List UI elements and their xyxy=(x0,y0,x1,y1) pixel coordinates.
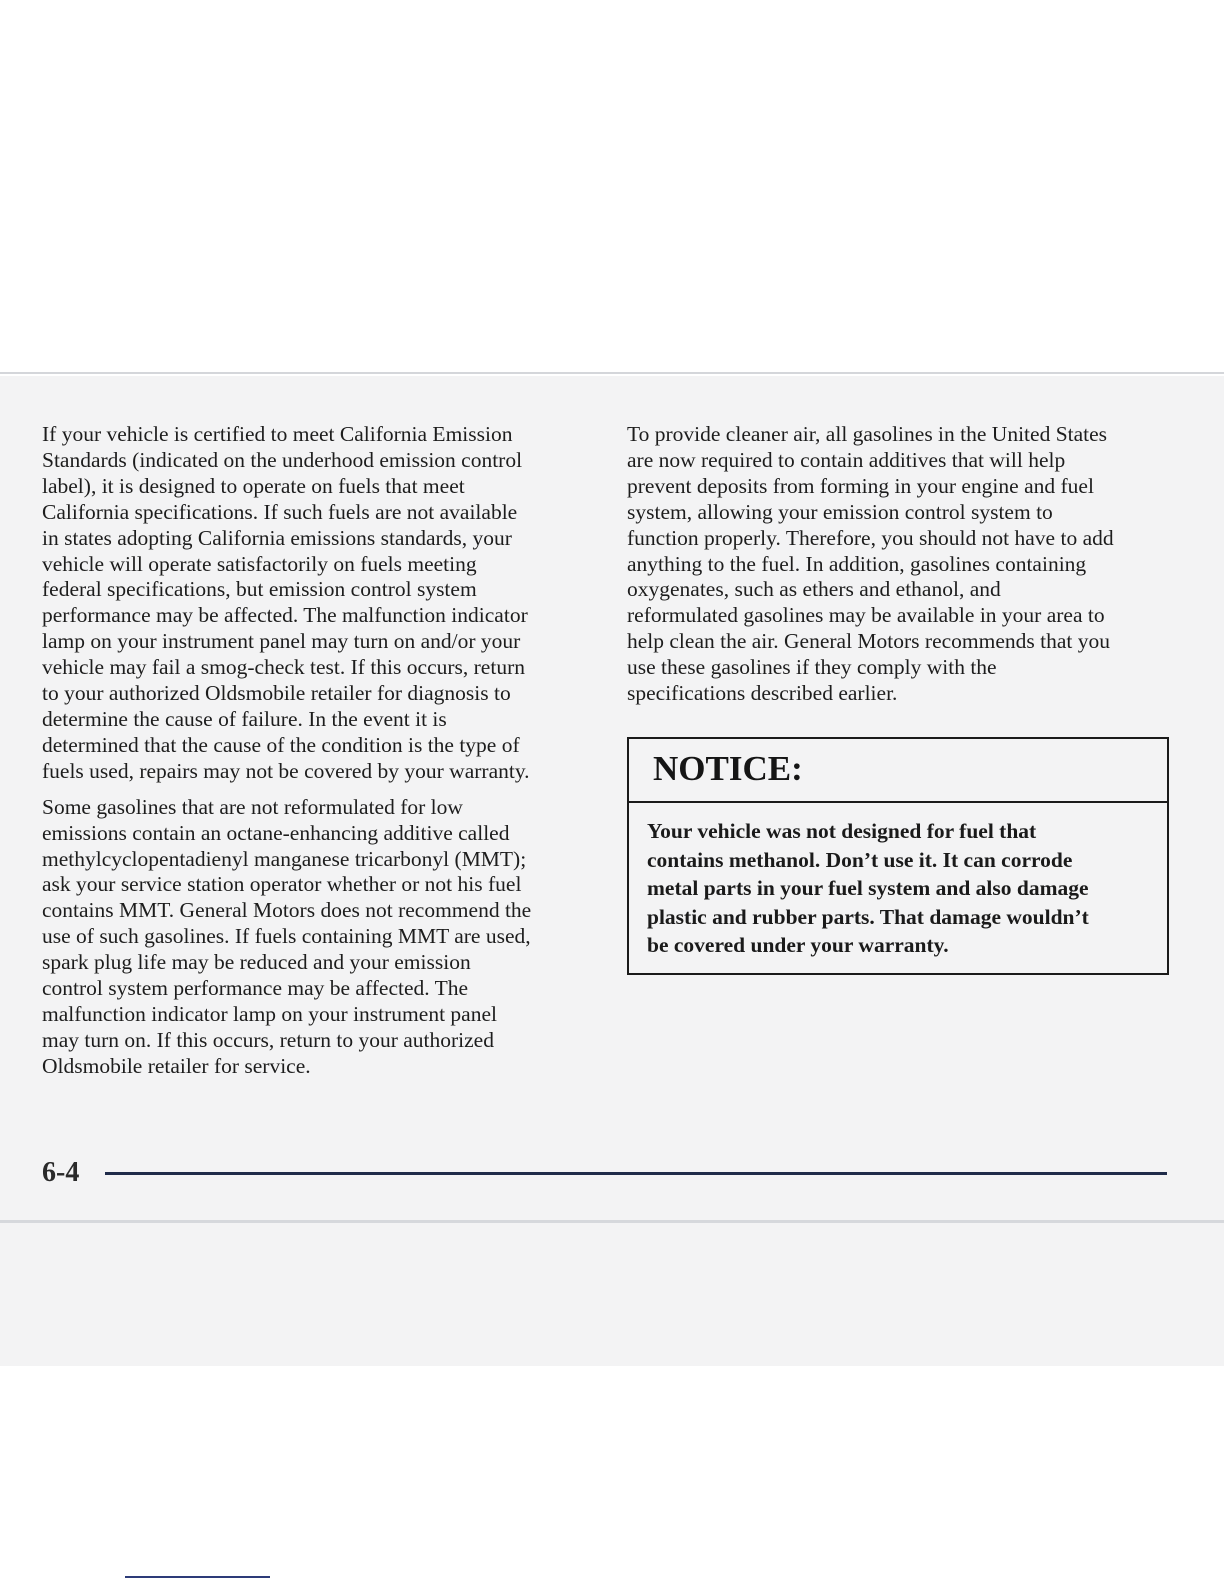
band-bottom-rule xyxy=(0,1220,1224,1223)
notice-title: NOTICE: xyxy=(629,739,1167,803)
band-top-rule xyxy=(0,372,1224,374)
california-emission-paragraph: If your vehicle is certified to meet California Emission Standards (indicated on the underhood emission control label), it is designed to operate on fuels that meet California specifications. If such fuels are not available in states adopting California emissions standards, your vehicle will operate satisfactorily on fuels meeting federal specifications, but emission control system performance may be affected. The malfunction indicator lamp on your instrument panel may turn on and/or your vehicle may fail a smog-check test. If this occurs, return to your authorized Oldsmobile retailer for diagnosis to determine the cause of failure. In the event it is determined that the cause of the condition is the type of fuels used, repairs may not be covered by your warranty. xyxy=(42,422,530,783)
left-column xyxy=(42,422,602,1090)
right-column xyxy=(627,422,1187,717)
footer-rule xyxy=(105,1172,1167,1175)
notice-box xyxy=(627,737,1169,975)
notice-body: Your vehicle was not designed for fuel that contains methanol. Don’t use it. It can corrode metal parts in your fuel system and also damage plastic and rubber parts. That damage wouldn’t be covered under your warranty. xyxy=(647,819,1089,957)
stray-underline xyxy=(125,1576,270,1578)
page-number: 6-4 xyxy=(42,1157,80,1188)
mmt-additive-paragraph: Some gasolines that are not reformulated for low emissions contain an octane-enhancing additive called methylcyclopentadienyl manganese tricarbonyl (MMT); ask your service station operator whether or not his fuel contains MMT. General Motors does not recommend the use of such gasolines. If fuels containing MMT are used, spark plug life may be reduced and your emission control system performance may be affected. The malfunction indicator lamp on your instrument panel may turn on. If this occurs, return to your authorized Oldsmobile retailer for service. xyxy=(42,794,532,1078)
cleaner-air-paragraph: To provide cleaner air, all gasolines in the United States are now required to contain additives that will help prevent deposits from forming in your engine and fuel system, allowing your emission control system to function properly. Therefore, you should not have to add anything to the fuel. In addition, gasolines containing oxygenates, such as ethers and ethanol, and reformulated gasolines may be available in your area to help clean the air. General Motors recommends that you use these gasolines if they comply with the specifications described earlier. xyxy=(627,422,1114,706)
